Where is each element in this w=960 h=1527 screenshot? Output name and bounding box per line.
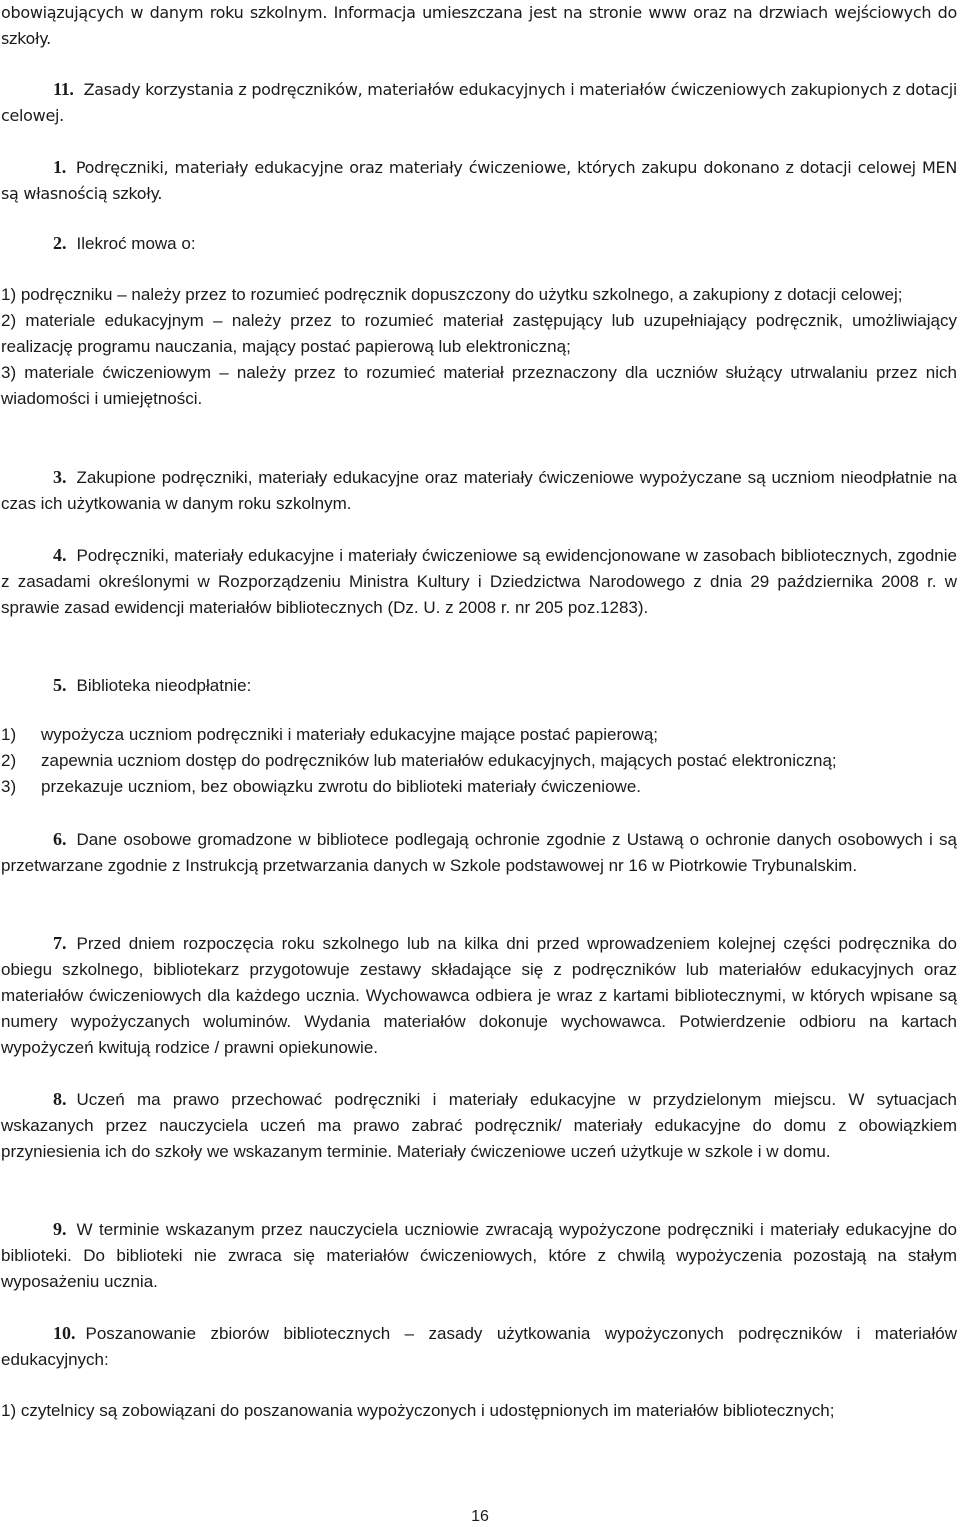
list-item (1, 722, 957, 748)
intro-paragraph (1, 0, 957, 52)
point-number: 1. (53, 157, 66, 177)
list-item: 1) czytelnicy są zobowiązani do poszanowania wypożyczonych i udostępnionych im materiałów bibliotecznych; (1, 1401, 835, 1420)
point-text: Zakupione podręczniki, materiały edukacyjne oraz materiały ćwiczeniowe wypożyczane są uczniom nieodpłatnie na czas ich użytkowania w danym roku szkolnym. (1, 468, 957, 513)
point-5-list (1, 722, 957, 800)
point-text: Przed dniem rozpoczęcia roku szkolnego lub na kilka dni przed wprowadzeniem kolejnej części podręcznika do obiegu szkolnego, bibliotekarz przygotowuje zestawy składające się z podręczników lub materiałów edukacyjnych oraz materiałów ćwiczeniowych dla każdego ucznia. Wychowawca odbiera je wraz z kartami bibliotecznymi, w których wpisane są numery wypożyczanych woluminów. Wydania materiałów dokonuje wychowawca. Potwierdzenie odbioru na kartach wypożyczeń kwitują rodzice / prawni opiekunowie. (1, 934, 957, 1057)
point-number: 3. (53, 467, 67, 487)
list-text: wypożycza uczniom podręczniki i materiały edukacyjne mające postać papierową; (41, 725, 659, 744)
point-10 (1, 1320, 957, 1373)
point-text: Poszanowanie zbiorów bibliotecznych – zasady użytkowania wypożyczonych podręczników i materiałów edukacyjnych: (1, 1324, 957, 1369)
point-2 (1, 230, 957, 257)
point-number: 7. (53, 933, 67, 953)
list-number: 1) (1, 725, 17, 744)
point-text: Uczeń ma prawo przechować podręczniki i materiały edukacyjne w przydzielonym miejscu. W sytuacjach wskazanych przez nauczyciela uczeń ma prawo zabrać podręcznik/ materiały edukacyjne do domu z obowiązkiem przyniesienia ich do szkoły we wskazanym terminie. Materiały ćwiczeniowe uczeń użytkuje w szkole i w domu. (1, 1090, 957, 1161)
point-6 (1, 826, 957, 879)
point-1 (1, 154, 957, 207)
point-number: 2. (53, 233, 67, 253)
point-2-definitions (1, 282, 957, 412)
point-5 (1, 672, 957, 699)
point-text: Podręczniki, materiały edukacyjne i materiały ćwiczeniowe są ewidencjonowane w zasobach bibliotecznych, zgodnie z zasadami określonymi w Rozporządzeniu Ministra Kultury i Dziedzictwa Narodowego z dnia 29 października 2008 r. w sprawie zasad ewidencji materiałów bibliotecznych (Dz. U. z 2008 r. nr 205 poz.1283). (1, 546, 957, 617)
section-11-heading (1, 76, 957, 129)
definition-item: 3) materiale ćwiczeniowym – należy przez to rozumieć materiał przeznaczony dla uczniów służący utrwalaniu przez nich wiadomości i umiejętności. (1, 363, 957, 408)
point-4 (1, 542, 957, 621)
point-text: Biblioteka nieodpłatnie: (76, 676, 252, 695)
section-title: Zasady korzystania z podręczników, materiałów edukacyjnych i materiałów ćwiczeniowych zakupionych z dotacji celowej. (1, 80, 957, 125)
definition-item: 1) podręczniku – należy przez to rozumieć podręcznik dopuszczony do użytku szkolnego, a zakupiony z dotacji celowej; (1, 285, 903, 304)
point-number: 4. (53, 545, 67, 565)
definition-item: 2) materiale edukacyjnym – należy przez to rozumieć materiał zastępujący lub uzupełniający podręcznik, umożliwiający realizację programu nauczania, mający postać papierową lub elektroniczną; (1, 311, 957, 356)
list-item (1, 748, 957, 774)
list-number: 3) (1, 777, 17, 796)
point-text: Dane osobowe gromadzone w bibliotece podlegają ochronie zgodnie z Ustawą o ochronie danych osobowych i są przetwarzane zgodnie z Instrukcją przetwarzania danych w Szkole podstawowej nr 16 w Piotrkowie Trybunalskim. (1, 830, 957, 875)
section-number: 11. (53, 79, 74, 99)
list-number: 2) (1, 751, 17, 770)
point-number: 10. (53, 1323, 76, 1343)
point-number: 8. (53, 1089, 67, 1109)
point-7 (1, 930, 957, 1061)
point-8 (1, 1086, 957, 1165)
list-text: zapewnia uczniom dostęp do podręczników lub materiałów edukacyjnych, mających postać elektroniczną; (41, 751, 837, 770)
point-number: 6. (53, 829, 67, 849)
point-text: Ilekroć mowa o: (76, 234, 196, 253)
list-item (1, 774, 957, 800)
point-10-list (1, 1398, 957, 1424)
page-number: 16 (471, 1508, 489, 1525)
intro-text: obowiązujących w danym roku szkolnym. Informacja umieszczana jest na stronie www oraz na drzwiach wejściowych do szkoły. (1, 3, 957, 48)
point-9 (1, 1216, 957, 1295)
point-text: W terminie wskazanym przez nauczyciela uczniowie zwracają wypożyczone podręczniki i materiały edukacyjne do biblioteki. Do biblioteki nie zwraca się materiałów ćwiczeniowych, które z chwilą wypożyczenia pozostają na stałym wyposażeniu ucznia. (1, 1220, 957, 1291)
list-text: przekazuje uczniom, bez obowiązku zwrotu do biblioteki materiały ćwiczeniowe. (41, 777, 641, 796)
point-3 (1, 464, 957, 517)
point-number: 9. (53, 1219, 67, 1239)
point-text: Podręczniki, materiały edukacyjne oraz materiały ćwiczeniowe, których zakupu dokonano z dotacji celowej MEN są własnością szkoły. (1, 158, 957, 203)
point-number: 5. (53, 675, 67, 695)
